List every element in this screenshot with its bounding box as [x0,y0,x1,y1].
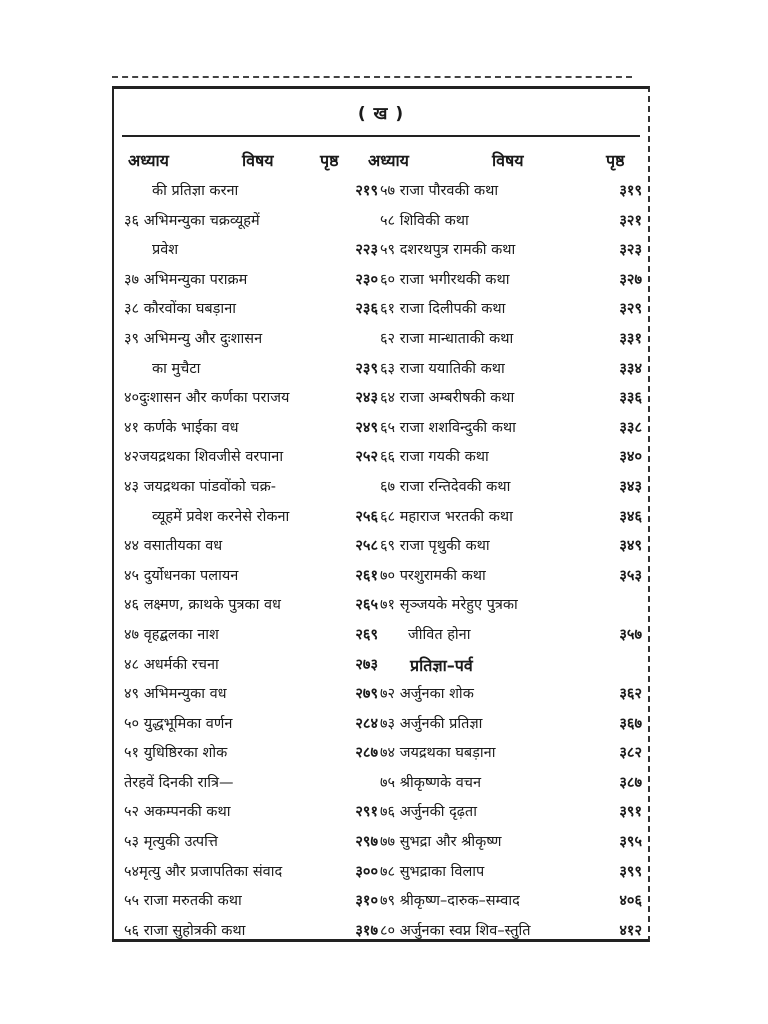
toc-entry-title: ५२ अकम्पनकी कथा [124,804,231,821]
right-toc-row [380,503,642,533]
toc-entry-page: ३२१ [619,212,642,229]
left-toc-row [124,917,378,947]
right-toc-row [380,207,642,237]
contents-page [112,86,650,942]
toc-entry-page: ३८२ [619,745,642,762]
toc-entry-title: ४६ लक्ष्मण, क्राथके पुत्रका वध [124,597,281,614]
toc-entry-page: ३४० [619,449,642,466]
toc-entry-page: ३०० [355,863,378,880]
toc-entry-title: ६३ राजा ययातिकी कथा [380,360,505,377]
toc-entry-title: ५० युद्धभूमिका वर्णन [124,715,233,732]
right-toc-row [380,295,642,325]
toc-entry-title: प्रतिज्ञा–पर्व [410,655,473,675]
col-header-subject-right: विषय [492,151,524,170]
toc-entry-title: ३७ अभिमन्युका पराक्रम [124,271,248,288]
left-toc-row [124,591,378,621]
toc-entry-page: ३९९ [619,863,642,880]
left-toc-row [124,532,378,562]
col-header-page-right: पृष्ठ [606,151,625,170]
right-toc-row [380,739,642,769]
left-toc-row [124,858,378,888]
toc-entry-title: ४५ दुर्योधनका पलायन [124,567,239,584]
toc-entry-title: ७१ सृञ्जयके मरेहुए पुत्रका [380,597,518,614]
toc-entry-title: ५८ शिविकी कथा [380,212,469,229]
right-toc-row [380,769,642,799]
right-column [380,177,642,946]
toc-entry-page: ३३१ [619,330,642,347]
toc-entry-page: ३४६ [619,508,642,525]
left-toc-row [124,887,378,917]
left-toc-row [124,473,378,503]
toc-entry-page: ३१९ [619,183,642,199]
left-toc-row [124,798,378,828]
toc-entry-page: ३८७ [619,774,642,791]
toc-entry-page: २३९ [355,360,378,377]
right-toc-row [380,591,642,621]
toc-entry-page: २६९ [355,626,378,643]
right-toc-row [380,355,642,385]
toc-entry-title: जीवित होना [408,626,471,643]
left-toc-row [124,503,378,533]
left-toc-row [124,710,378,740]
toc-entry-title: का मुचैटा [152,360,201,377]
toc-entry-page: २८४ [355,715,378,732]
toc-entry-page: ३१७ [355,922,378,939]
toc-entry-title: ६० राजा भगीरथकी कथा [380,271,510,288]
left-toc-row [124,651,378,681]
left-toc-row [124,384,378,414]
left-toc-row [124,266,378,296]
toc-entry-page: ३५७ [619,626,642,643]
toc-entry-page: ३९१ [619,804,642,821]
toc-entry-title: ७८ सुभद्राका विलाप [380,863,485,880]
left-toc-row [124,680,378,710]
right-toc-row [380,651,642,681]
right-toc-row [380,858,642,888]
right-toc-row [380,798,642,828]
right-toc-row [380,414,642,444]
toc-entry-page: २३६ [355,301,378,318]
toc-entry-page: ३२७ [619,271,642,288]
toc-entry-title: ४८ अधर्मकी रचना [124,656,219,673]
toc-entry-page: ३९५ [619,834,642,851]
toc-entry-title: ४७ वृहद्बलका नाश [124,626,219,643]
left-column [124,177,378,946]
toc-entry-title: ४३ जयद्रथका पांडवोंको चक्र- [124,478,276,495]
toc-entry-title: व्यूहमें प्रवेश करनेसे रोकना [152,508,290,525]
col-header-chapter-left: अध्याय [128,151,169,170]
toc-entry-title: की प्रतिज्ञा करना [152,183,239,199]
toc-entry-title: ६१ राजा दिलीपकी कथा [380,301,506,318]
toc-entry-title: ६५ राजा शशविन्दुकी कथा [380,419,516,436]
toc-entry-title: ६८ महाराज भरतकी कथा [380,508,513,525]
page-title: ( ख ) [357,104,405,124]
right-toc-row [380,917,642,947]
left-toc-row [124,414,378,444]
toc-entry-page: २७९ [355,686,378,703]
toc-entry-title: ६२ राजा मान्धाताकी कथा [380,330,514,347]
right-toc-row [380,887,642,917]
right-toc-row [380,828,642,858]
toc-entry-page: ३४९ [619,538,642,555]
toc-entry-title: ४०दुःशासन और कर्णका पराजय [124,390,290,407]
toc-entry-title: ७९ श्रीकृष्ण–दारुक–सम्वाद [380,893,520,910]
right-toc-row [380,325,642,355]
toc-entry-page: २६१ [355,567,378,584]
left-toc-row [124,325,378,355]
left-toc-row [124,207,378,237]
toc-entry-title: ६९ राजा पृथुकी कथा [380,538,490,555]
toc-entry-page: ३६२ [619,686,642,703]
left-toc-row [124,236,378,266]
toc-entry-page: २९७ [355,834,378,851]
toc-entry-title: ७२ अर्जुनका शोक [380,686,474,703]
toc-entry-title: ४४ वसातीयका वध [124,538,223,555]
toc-entry-page: ३३६ [619,390,642,407]
col-header-chapter-right: अध्याय [368,151,409,170]
toc-entry-title: प्रवेश [152,242,179,259]
left-toc-row [124,295,378,325]
toc-entry-title: ३९ अभिमन्यु और दुःशासन [124,330,263,347]
toc-entry-page: ३६७ [619,715,642,732]
toc-entry-title: ६६ राजा गयकी कथा [380,449,489,466]
toc-entry-title: ४९ अभिमन्युका वध [124,686,227,703]
right-toc-row [380,473,642,503]
toc-entry-page: २९१ [355,804,378,821]
left-toc-row [124,739,378,769]
left-toc-row [124,562,378,592]
toc-entry-page: ३५३ [619,567,642,584]
col-header-subject-left: विषय [242,151,274,170]
left-toc-row [124,621,378,651]
toc-entry-page: ४१२ [619,922,642,939]
toc-entry-title: ७० परशुरामकी कथा [380,567,486,584]
toc-entry-title: ५१ युधिष्ठिरका शोक [124,745,228,762]
toc-entry-page: २६५ [355,597,378,614]
toc-entry-title: ५३ मृत्युकी उत्पत्ति [124,834,218,851]
right-toc-row [380,621,642,651]
right-toc-row [380,266,642,296]
toc-entry-page: २४३ [355,390,378,407]
toc-entry-page: २७३ [355,656,378,673]
left-toc-row [124,769,378,799]
toc-entry-page: ४०६ [619,893,642,910]
toc-entry-title: ४१ कर्णके भाईका वध [124,419,239,436]
toc-entry-page: २३० [355,271,378,288]
toc-entry-page: २८७ [355,745,378,762]
toc-entry-page: ३२३ [619,242,642,259]
left-toc-row [124,828,378,858]
toc-entry-title: ३८ कौरवोंका घबड़ाना [124,301,236,318]
toc-entry-title: ६७ राजा रन्तिदेवकी कथा [380,478,511,495]
col-header-page-left: पृष्ठ [320,151,339,170]
right-toc-row [380,680,642,710]
toc-entry-title: ५७ राजा पौरवकी कथा [380,183,499,199]
right-toc-row [380,177,642,207]
left-toc-row [124,355,378,385]
toc-entry-title: ५६ राजा सुहोत्रकी कथा [124,922,246,939]
toc-entry-page: २२३ [355,242,378,259]
toc-entry-title: ३६ अभिमन्युका चक्रव्यूहमें [124,212,260,229]
toc-entry-page: २५८ [355,538,378,555]
right-toc-row [380,384,642,414]
right-toc-row [380,532,642,562]
toc-entry-title: ८० अर्जुनका स्वप्न शिव–स्तुति [380,922,531,939]
toc-entry-title: ७३ अर्जुनकी प्रतिज्ञा [380,715,483,732]
toc-entry-title: तेरहवें दिनकी रात्रि— [124,774,234,791]
toc-entry-title: ५५ राजा मरुतकी कथा [124,893,242,910]
toc-entry-title: ५४मृत्यु और प्रजापतिका संवाद [124,863,283,880]
right-toc-row [380,562,642,592]
toc-entry-title: ६४ राजा अम्बरीषकी कथा [380,390,515,407]
right-toc-row [380,236,642,266]
toc-entry-page: ३२९ [619,301,642,318]
toc-entry-title: ७६ अर्जुनकी दृढ़ता [380,804,477,821]
toc-entry-page: २५६ [355,508,378,525]
toc-entry-title: ७५ श्रीकृष्णके वचन [380,774,482,791]
left-toc-row [124,177,378,207]
toc-entry-page: ३३४ [619,360,642,377]
toc-entry-page: ३३८ [619,419,642,436]
right-toc-row [380,710,642,740]
toc-entry-title: ४२जयद्रथका शिवजीसे वरपाना [124,449,284,466]
toc-entry-title: ५९ दशरथपुत्र रामकी कथा [380,242,516,259]
toc-entry-title: ७४ जयद्रथका घबड़ाना [380,745,496,762]
page-top-edge [112,76,632,78]
toc-entry-title: ७७ सुभद्रा और श्रीकृष्ण [380,834,502,851]
right-toc-row [380,443,642,473]
toc-entry-page: २४९ [355,419,378,436]
header-divider [122,135,640,137]
toc-entry-page: ३१० [355,893,378,910]
left-toc-row [124,443,378,473]
toc-entry-page: २५२ [355,449,378,466]
toc-entry-page: ३४३ [619,478,642,495]
toc-entry-page: २१९ [355,183,378,199]
